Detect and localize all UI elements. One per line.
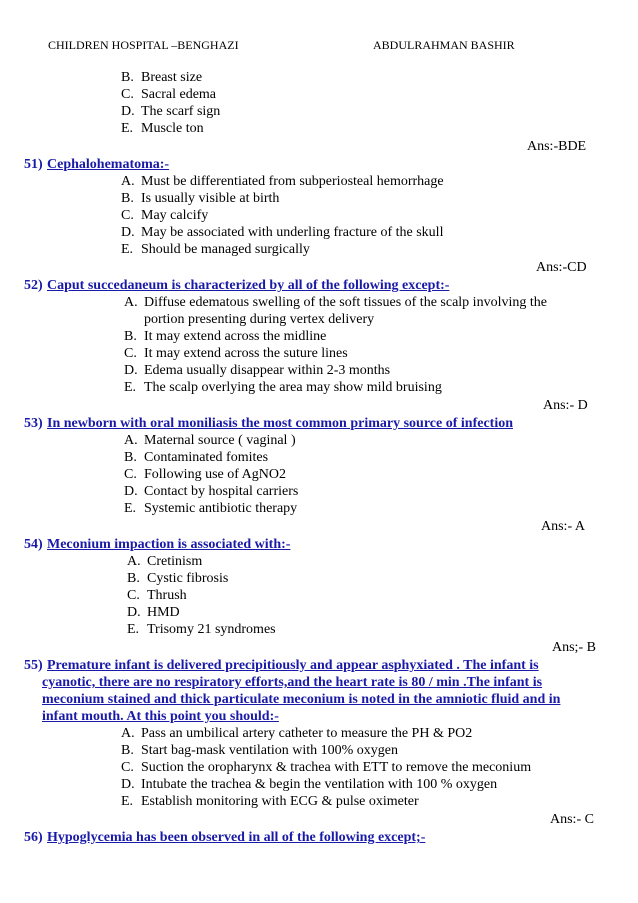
option-item: C. It may extend across the suture lines <box>124 346 348 361</box>
option-item: E. Systemic antibiotic therapy <box>124 501 298 516</box>
option-item: E. Should be managed surgically <box>121 242 310 257</box>
question-number: 52) <box>24 278 43 293</box>
question-title: In newborn with oral moniliasis the most common primary source of infection <box>47 416 513 431</box>
question-title: Cephalohematoma:- <box>47 157 170 172</box>
option-item: D. Contact by hospital carriers <box>124 484 299 499</box>
question-title: meconium stained and thick particulate meconium is noted in the amniotic fluid and in <box>42 692 561 707</box>
option-item: B. Is usually visible at birth <box>121 191 280 206</box>
header-hospital: CHILDREN HOSPITAL –BENGHAZI <box>48 38 239 52</box>
answer-label: Ans:-BDE <box>527 139 587 154</box>
header-author: ABDULRAHMAN BASHIR <box>373 38 515 52</box>
option-item: E. The scalp overlying the area may show mild bruising <box>124 380 442 395</box>
option-item: D. Intubate the trachea & begin the ventilation with 100 % oxygen <box>121 777 498 792</box>
option-item: C. Sacral edema <box>121 87 217 102</box>
option-item: B. Contaminated fomites <box>124 450 269 465</box>
option-item: C. May calcify <box>121 208 209 223</box>
answer-label: Ans:- D <box>543 398 588 413</box>
question-title: Meconium impaction is associated with:- <box>47 537 291 552</box>
option-item: D. The scarf sign <box>121 104 221 119</box>
option-item: B. Start bag-mask ventilation with 100% oxygen <box>121 743 399 758</box>
option-item: A. Maternal source ( vaginal ) <box>124 433 296 448</box>
option-item: portion presenting during vertex delivery <box>144 312 375 327</box>
option-item: E. Establish monitoring with ECG & pulse oximeter <box>121 794 419 809</box>
option-item: C. Following use of AgNO2 <box>124 467 286 482</box>
option-item: D. HMD <box>127 605 180 620</box>
option-item: A. Pass an umbilical artery catheter to measure the PH & PO2 <box>121 726 473 741</box>
question-number: 51) <box>24 157 43 172</box>
question-number: 56) <box>24 830 43 845</box>
answer-label: Ans:- A <box>541 519 585 534</box>
option-item: C. Suction the oropharynx & trachea with ETT to remove the meconium <box>121 760 532 775</box>
answer-label: Ans;- B <box>552 640 596 655</box>
option-item: B. It may extend across the midline <box>124 329 327 344</box>
question-title: Hypoglycemia has been observed in all of the following except;- <box>47 830 426 845</box>
answer-label: Ans:-CD <box>536 260 587 275</box>
option-item: A. Cretinism <box>127 554 203 569</box>
option-item: B. Breast size <box>121 70 203 85</box>
option-item: E. Muscle ton <box>121 121 204 136</box>
option-item: B. Cystic fibrosis <box>127 571 229 586</box>
question-title: Premature infant is delivered precipitiously and appear asphyxiated . The infant is <box>47 658 539 673</box>
question-title: cyanotic, there are no respiratory efforts,and the heart rate is 80 / min .The infant is <box>42 675 543 690</box>
option-item: D. May be associated with underling fracture of the skull <box>121 225 444 240</box>
question-title: infant mouth. At this point you should:- <box>42 709 279 724</box>
option-item: C. Thrush <box>127 588 187 603</box>
question-number: 55) <box>24 658 43 673</box>
option-item: D. Edema usually disappear within 2-3 months <box>124 363 391 378</box>
answer-label: Ans:- C <box>550 812 594 827</box>
option-item: A. Diffuse edematous swelling of the soft tissues of the scalp involving the <box>124 295 547 310</box>
question-title: Caput succedaneum is characterized by all of the following except:- <box>47 278 450 293</box>
option-item: A. Must be differentiated from subperiosteal hemorrhage <box>121 174 444 189</box>
question-number: 53) <box>24 416 43 431</box>
question-number: 54) <box>24 537 43 552</box>
option-item: E. Trisomy 21 syndromes <box>127 622 276 637</box>
